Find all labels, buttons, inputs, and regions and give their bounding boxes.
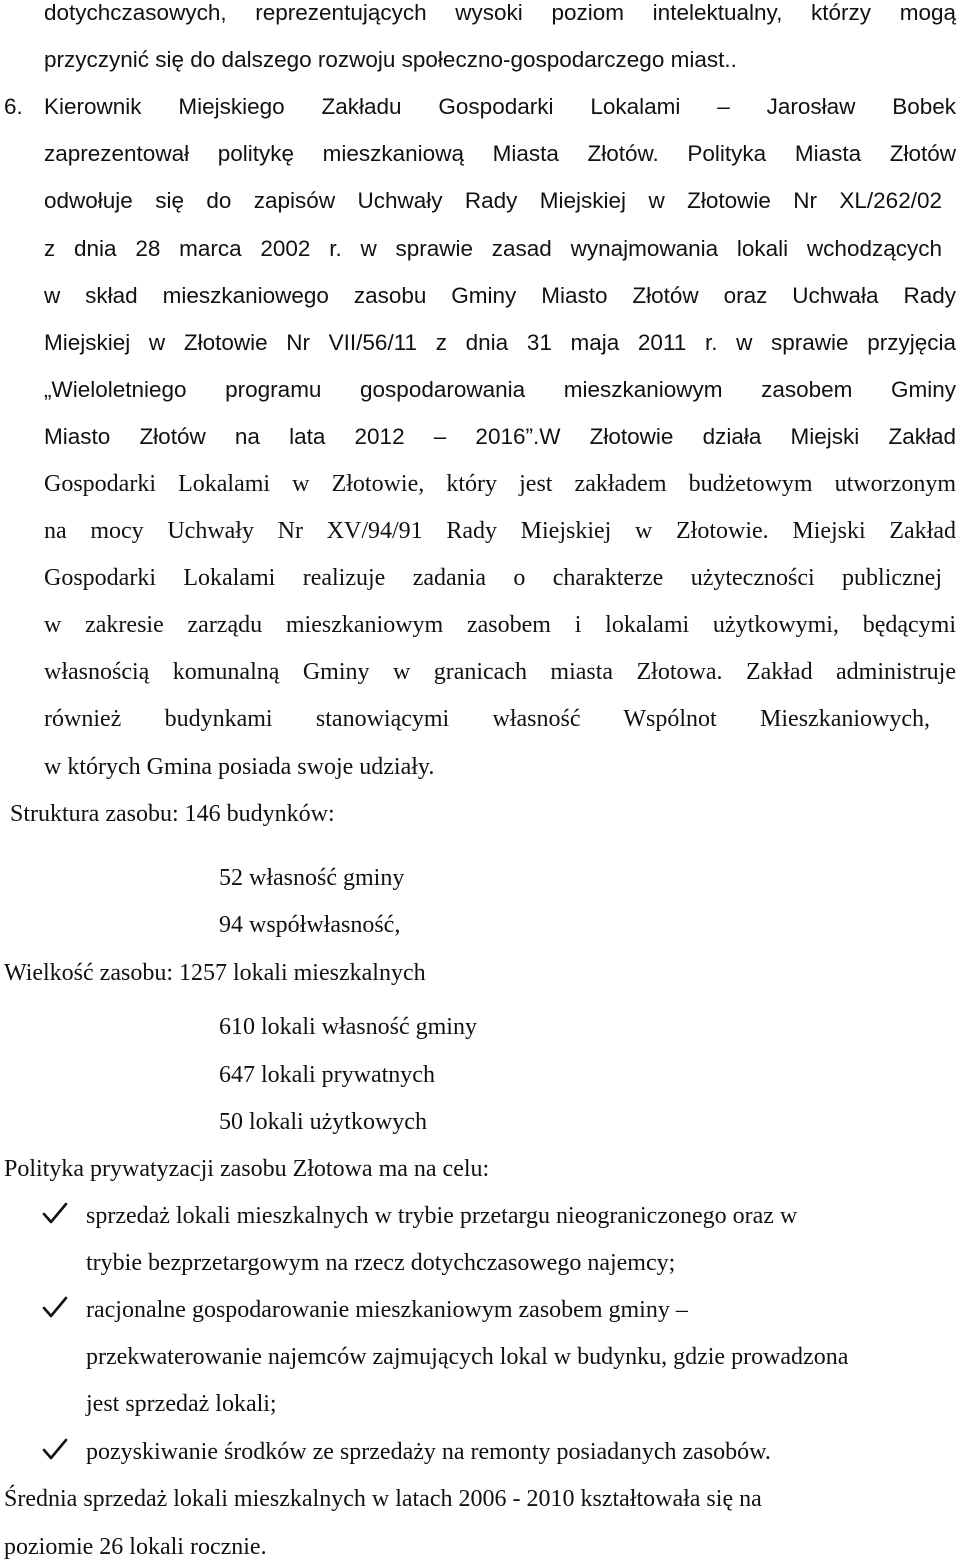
paragraph-line: z dnia 28 marca 2002 r. w sprawie zasad wynajmowania lokali wchodzących <box>44 236 942 261</box>
bullet-line: trybie bezprzetargowym na rzecz dotychczasowego najemcy; <box>86 1250 676 1276</box>
paragraph-line: odwołuje się do zapisów Uchwały Rady Miejskiej w Złotowie Nr XL/262/02 <box>44 188 942 213</box>
bullet-line: jest sprzedaż lokali; <box>86 1391 277 1417</box>
list-item: 94 współwłasność, <box>219 912 401 938</box>
paragraph-line: Miasto Złotów na lata 2012 – 2016”.W Złotowie działa Miejski Zakład <box>44 424 956 449</box>
paragraph-line: w zakresie zarządu mieszkaniowym zasobem i lokalami użytkowymi, będącymi <box>44 612 956 638</box>
check-icon <box>42 1201 68 1227</box>
bullet-line: pozyskiwanie środków ze sprzedaży na remonty posiadanych zasobów. <box>86 1439 771 1465</box>
list-item: 52 własność gminy <box>219 865 405 891</box>
section-heading: Polityka prywatyzacji zasobu Złotowa ma na celu: <box>4 1156 490 1182</box>
paragraph-line: w których Gmina posiada swoje udziały. <box>44 754 435 780</box>
paragraph-line: Kierownik Miejskiego Zakładu Gospodarki Lokalami – Jarosław Bobek <box>44 94 956 119</box>
paragraph-line: w skład mieszkaniowego zasobu Gminy Miasto Złotów oraz Uchwała Rady <box>44 283 956 308</box>
paragraph-line: „Wieloletniego programu gospodarowania mieszkaniowym zasobem Gminy <box>44 377 956 402</box>
list-item: 647 lokali prywatnych <box>219 1062 435 1088</box>
paragraph-line: dotychczasowych, reprezentujących wysoki poziom intelektualny, którzy mogą <box>44 0 956 25</box>
paragraph-line: również budynkami stanowiącymi własność Wspólnot Mieszkaniowych, <box>44 706 930 732</box>
bullet-line: sprzedaż lokali mieszkalnych w trybie przetargu nieograniczonego oraz w <box>86 1203 798 1229</box>
list-item: 50 lokali użytkowych <box>219 1109 427 1135</box>
paragraph-line: własnością komunalną Gminy w granicach miasta Złotowa. Zakład administruje <box>44 659 956 685</box>
section-heading: Wielkość zasobu: 1257 lokali mieszkalnych <box>4 960 426 986</box>
paragraph-line: Gospodarki Lokalami w Złotowie, który jest zakładem budżetowym utworzonym <box>44 471 956 497</box>
paragraph-line: Gospodarki Lokalami realizuje zadania o charakterze użyteczności publicznej <box>44 565 942 591</box>
list-number: 6. <box>4 94 23 119</box>
paragraph-line: na mocy Uchwały Nr XV/94/91 Rady Miejskiej w Złotowie. Miejski Zakład <box>44 518 956 544</box>
list-item: 610 lokali własność gminy <box>219 1014 477 1040</box>
bullet-line: racjonalne gospodarowanie mieszkaniowym zasobem gminy – <box>86 1297 688 1323</box>
paragraph-line: Miejskiej w Złotowie Nr VII/56/11 z dnia 31 maja 2011 r. w sprawie przyjęcia <box>44 330 956 355</box>
check-icon <box>42 1437 68 1463</box>
bullet-line: przekwaterowanie najemców zajmujących lokal w budynku, gdzie prowadzona <box>86 1344 849 1370</box>
paragraph-line: zaprezentował politykę mieszkaniową Miasta Złotów. Polityka Miasta Złotów <box>44 141 956 166</box>
paragraph-line: poziomie 26 lokali rocznie. <box>4 1534 267 1560</box>
paragraph-line: Średnia sprzedaż lokali mieszkalnych w latach 2006 - 2010 kształtowała się na <box>4 1486 762 1512</box>
section-heading: Struktura zasobu: 146 budynków: <box>10 801 335 827</box>
check-icon <box>42 1295 68 1321</box>
paragraph-line: przyczynić się do dalszego rozwoju społeczno-gospodarczego miast.. <box>44 47 737 72</box>
